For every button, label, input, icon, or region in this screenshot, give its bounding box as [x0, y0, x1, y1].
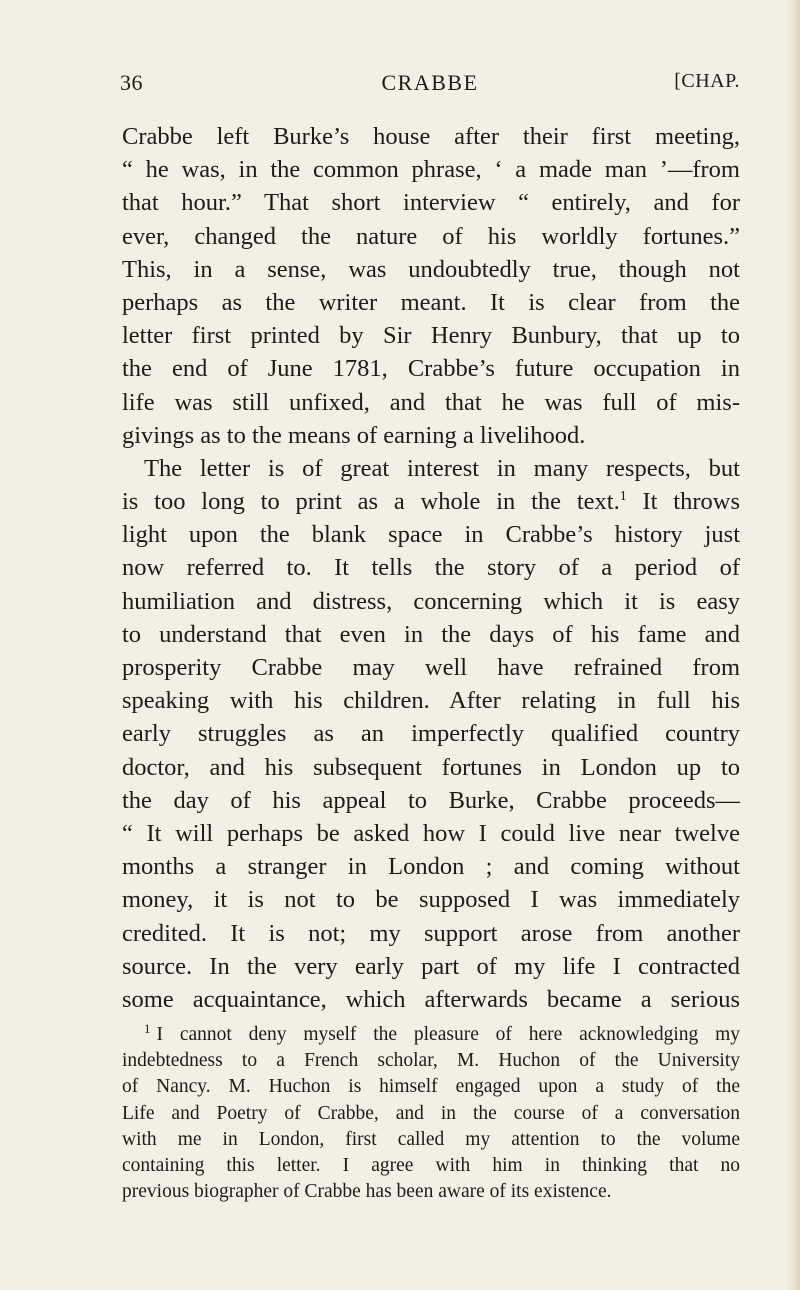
body-line-with-footnote-ref [122, 485, 740, 518]
chapter-mark: [CHAP. [674, 70, 740, 92]
body-line: the day of his appeal to Burke, Crabbe proceeds— [122, 786, 740, 814]
footnote-reference[interactable]: 1 [619, 489, 627, 505]
body-line-text: It throws [626, 488, 740, 516]
footnote-line: of Nancy. M. Huchon is himself engaged upon a study of the [122, 1076, 740, 1098]
footnote-marker: 1 [144, 1021, 151, 1037]
body-line: speaking with his children. After relating in full his [122, 687, 740, 715]
body-line: This, in a sense, was undoubtedly true, though not [122, 255, 740, 283]
body-line: the end of June 1781, Crabbe’s future occupation in [122, 355, 740, 383]
footnote [122, 1022, 740, 1205]
body-line: letter first printed by Sir Henry Bunbury, that up to [122, 322, 740, 350]
body-line: doctor, and his subsequent fortunes in London up to [122, 753, 740, 781]
footnote-line: with me in London, first called my attention to the volume [122, 1128, 740, 1150]
body-line: source. In the very early part of my life I contracted [122, 952, 740, 980]
body-line: that hour.” That short interview “ entirely, and for [122, 189, 740, 217]
footnote-line: containing this letter. I agree with him in thinking that no [122, 1155, 740, 1176]
body-line-text: is too long to print as a whole in the text. [122, 488, 620, 516]
body-line: Crabbe left Burke’s house after their first meeting, [122, 123, 740, 150]
body-line: credited. It is not; my support arose from another [122, 919, 740, 947]
body-line: The letter is of great interest in many respects, but [144, 454, 740, 482]
footnote-line: previous biographer of Crabbe has been aware of its existence. [122, 1181, 612, 1203]
page-number: 36 [120, 70, 143, 95]
body-line: “ he was, in the common phrase, ‘ a made man ’—from [122, 156, 740, 184]
footnote-line-text: I cannot deny myself the pleasure of here acknowledging my [156, 1024, 740, 1046]
body-line: now referred to. It tells the story of a period of [122, 554, 740, 582]
footnote-line: indebtedness to a French scholar, M. Huchon of the University [122, 1050, 740, 1072]
body-line: to understand that even in the days of his fame and [122, 620, 740, 648]
body-line: months a stranger in London ; and coming without [122, 853, 740, 881]
body-line: “ It will perhaps be asked how I could live near twelve [122, 819, 740, 847]
body-line: givings as to the means of earning a livelihood. [122, 421, 586, 449]
body-line: early struggles as an imperfectly qualified country [122, 720, 740, 748]
body-line: light upon the blank space in Crabbe’s history just [122, 521, 740, 549]
page-header [120, 70, 740, 102]
body-line: ever, changed the nature of his worldly fortunes.” [122, 222, 740, 250]
body-line: some acquaintance, which afterwards became a serious [122, 985, 740, 1013]
body-text [122, 120, 740, 1205]
body-line: humiliation and distress, concerning which it is easy [122, 587, 740, 615]
body-line: perhaps as the writer meant. It is clear from the [122, 288, 740, 316]
footnote-line [122, 1022, 740, 1048]
body-line: money, it is not to be supposed I was immediately [122, 886, 740, 914]
body-line: prosperity Crabbe may well have refrained from [122, 654, 740, 681]
body-line: life was still unfixed, and that he was full of mis- [122, 388, 740, 416]
page-edge-shadow [786, 0, 800, 1290]
running-title: CRABBE [381, 70, 479, 95]
footnote-line: Life and Poetry of Crabbe, and in the course of a conversation [122, 1102, 740, 1124]
